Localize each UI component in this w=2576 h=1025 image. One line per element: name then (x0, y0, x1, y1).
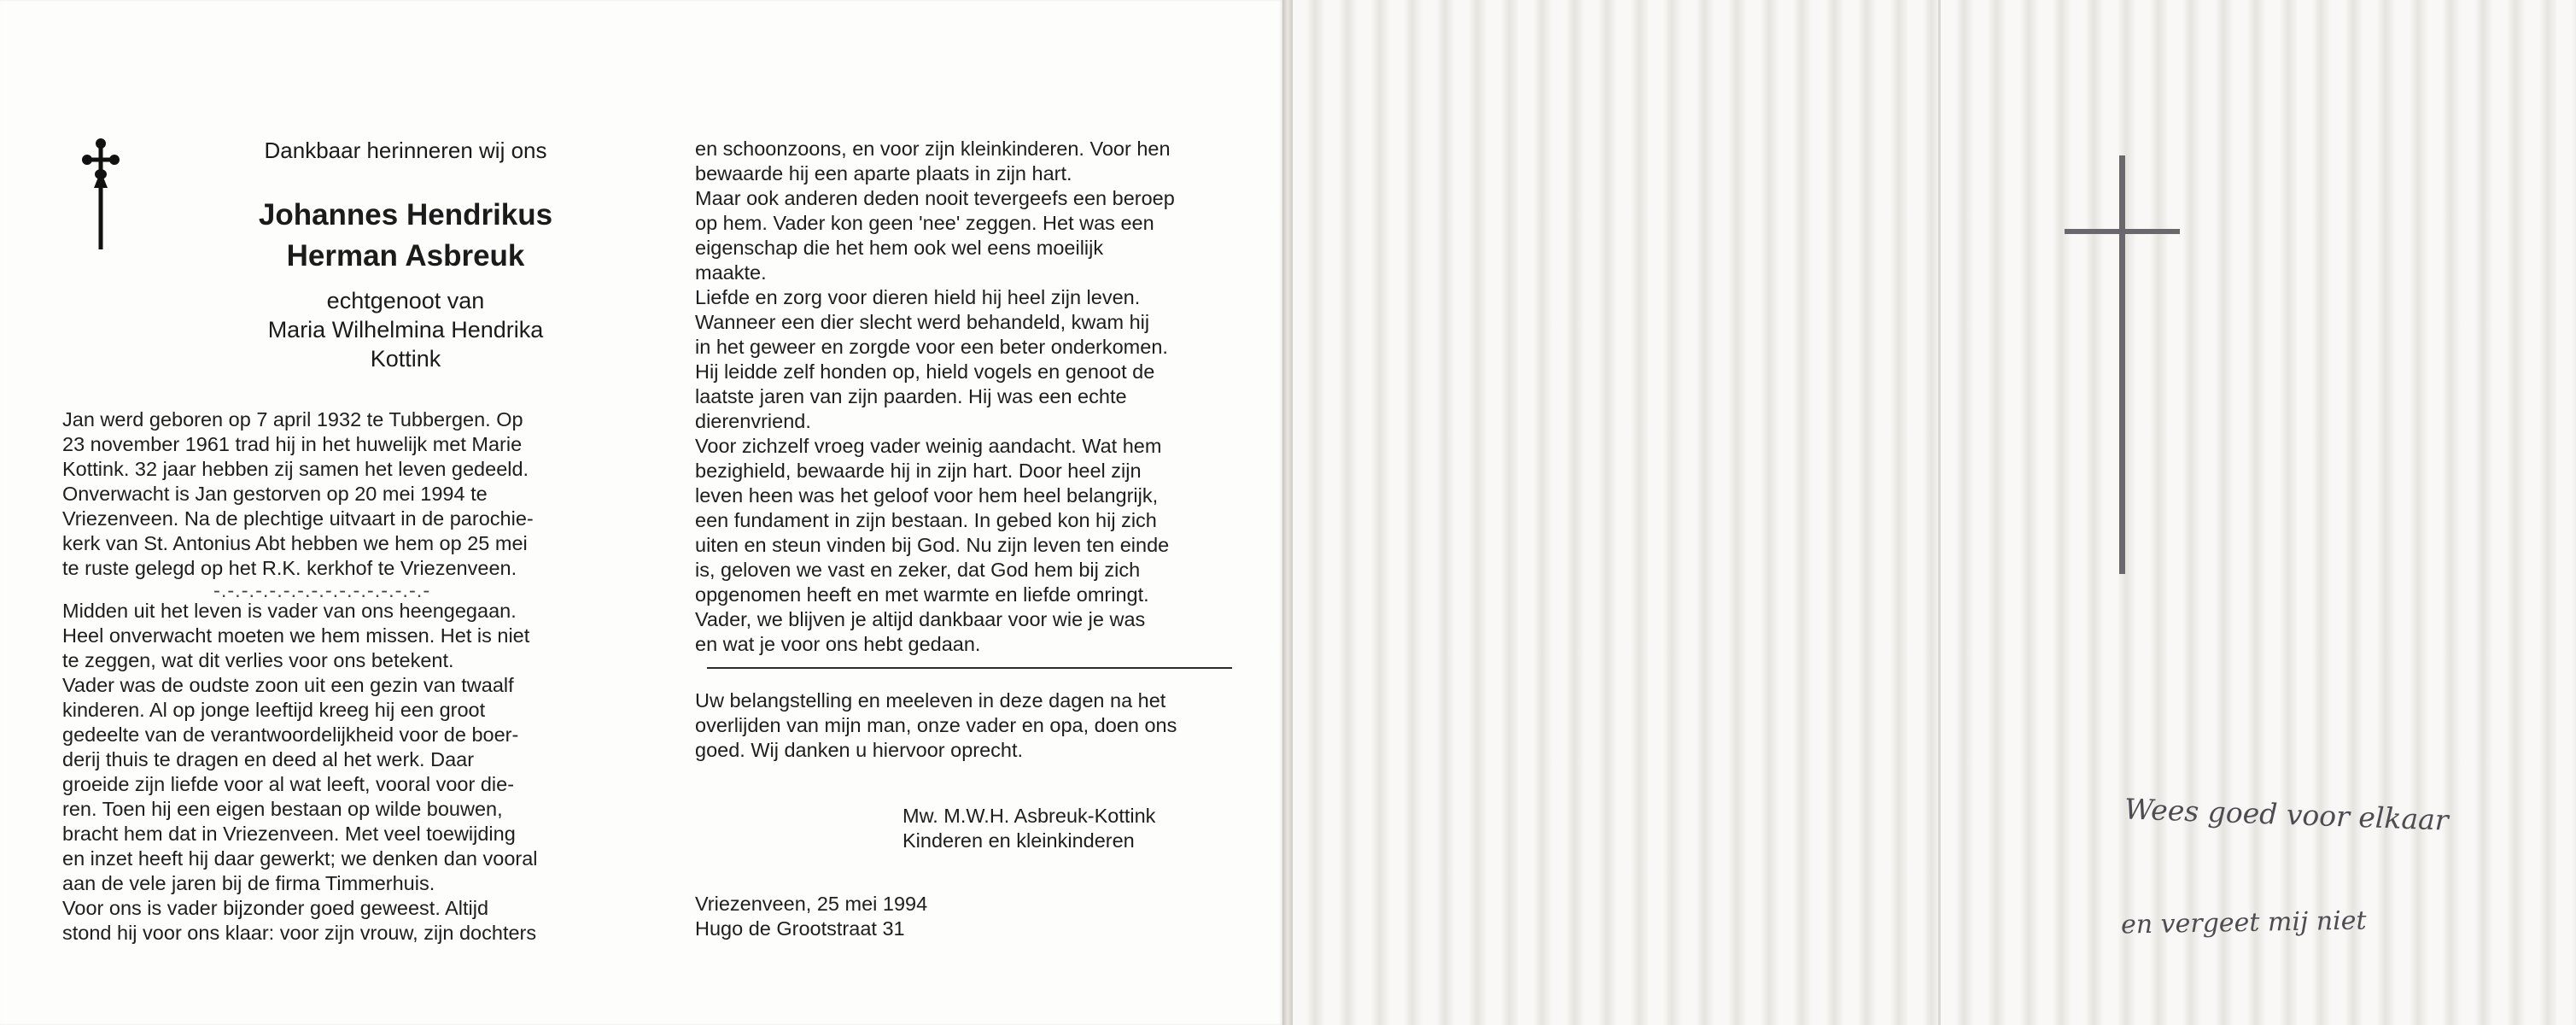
divider-line (707, 667, 1232, 669)
memorial-card-inner (0, 0, 1282, 1025)
name-line-1: Johannes Hendrikus (258, 198, 553, 231)
spouse-intro: echtgenoot van (326, 288, 485, 313)
card-fold (1282, 0, 1293, 1025)
thanks-paragraph: Uw belangstelling en meeleven in deze dagen na het overlijden van mijn man, onze vader en opa, doen ons goed. Wij danken u hiervoor oprecht. (695, 689, 1177, 761)
place-address (695, 892, 927, 941)
spouse-name-line-2: Kottink (370, 346, 441, 372)
spouse-name-line-1: Maria Wilhelmina Hendrika (267, 317, 544, 343)
name-line-2: Herman Asbreuk (286, 239, 525, 272)
cover-motto-line-1: Wees goed voor elkaar (2123, 792, 2450, 837)
biography-paragraph: Jan werd geboren op 7 april 1932 te Tubbergen. Op 23 november 1961 trad hij in het huwelijk met Marie Kottink. 32 jaar hebben zij samen het leven gedeeld. Onverwacht is Jan gestorven op 20 mei 1994 te Vriezenveen. Na de plechtige uitvaart in de parochie- kerk van St. Antonius Abt hebben we hem op 25 mei te ruste gelegd op het R.K. kerkhof te Vriezenveen. (62, 408, 534, 579)
small-cross-icon (75, 137, 126, 252)
signature (902, 804, 1155, 853)
address: Hugo de Grootstraat 31 (695, 917, 905, 940)
signature-line-2: Kinderen en kleinkinderen (902, 829, 1135, 852)
cover-motto-line-2: en vergeet mij niet (2120, 905, 2367, 940)
spouse-block (184, 286, 628, 373)
place-date: Vriezenveen, 25 mei 1994 (695, 893, 928, 915)
deceased-name (184, 195, 628, 277)
large-cross-icon (2058, 152, 2186, 579)
separator: -.-.-.-.-.-.-.-.-.-.-.-.-.-.-.- (213, 579, 431, 601)
memory-paragraph-right: en schoonzoons, en voor zijn kleinkinderen. Voor hen bewaarde hij een aparte plaats in zijn hart. Maar ook anderen deden nooit tevergeefs een beroep op hem. Vader kon geen 'nee' zeggen. Het was een eigenschap die het hem ook wel eens moeilijk maakte. Liefde en zorg voor dieren hield hij heel zijn leven. Wanneer een dier slecht werd behandeld, kwam hij in het geweer en zorgde voor een beter onderkomen. Hij leidde zelf honden op, hield vogels en genoot de laatste jaren van zijn paarden. Hij was een echte dierenvriend. Voor zichzelf vroeg vader weinig aandacht. Wat hem bezighield, bewaarde hij in zijn hart. Door heel zijn leven heen was het geloof voor hem heel belangrijk, een fundament in zijn bestaan. In gebed kon hij zich uiten en steun vinden bij God. Nu zijn leven ten einde is, geloven we vast en zeker, dat God hem bij zich opgenomen heeft en met warmte en liefde omringt. Vader, we blijven je altijd dankbaar voor wie je was en wat je voor ons hebt gedaan. (695, 138, 1175, 655)
signature-line-1: Mw. M.W.H. Asbreuk-Kottink (902, 805, 1156, 827)
memorial-card-cover (1293, 0, 2576, 1025)
cover-fold-line (1938, 0, 1941, 1025)
intro-text: Dankbaar herinneren wij ons (264, 138, 547, 163)
memory-paragraph-left: Midden uit het leven is vader van ons heengegaan. Heel onverwacht moeten we hem missen. Het is niet te zeggen, wat dit verlies voor ons betekent. Vader was de oudste zoon uit een gezin van twaalf kinderen. Al op jonge leeftijd kreeg hij een groot gedeelte van de verantwoordelijkheid voor de boer- derij thuis te dragen en deed al het werk. Daar groeide zijn liefde voor al wat leeft, vooral voor die- ren. Toen hij een eigen bestaan op wilde bouwen, bracht hem dat in Vriezenveen. Met veel toewijding en inzet heeft hij daar gewerkt; we denken dan vooral aan de vele jaren bij de firma Timmerhuis. Voor ons is vader bijzonder goed geweest. Altijd stond hij voor ons klaar: voor zijn vrouw, zijn dochters (62, 600, 538, 944)
